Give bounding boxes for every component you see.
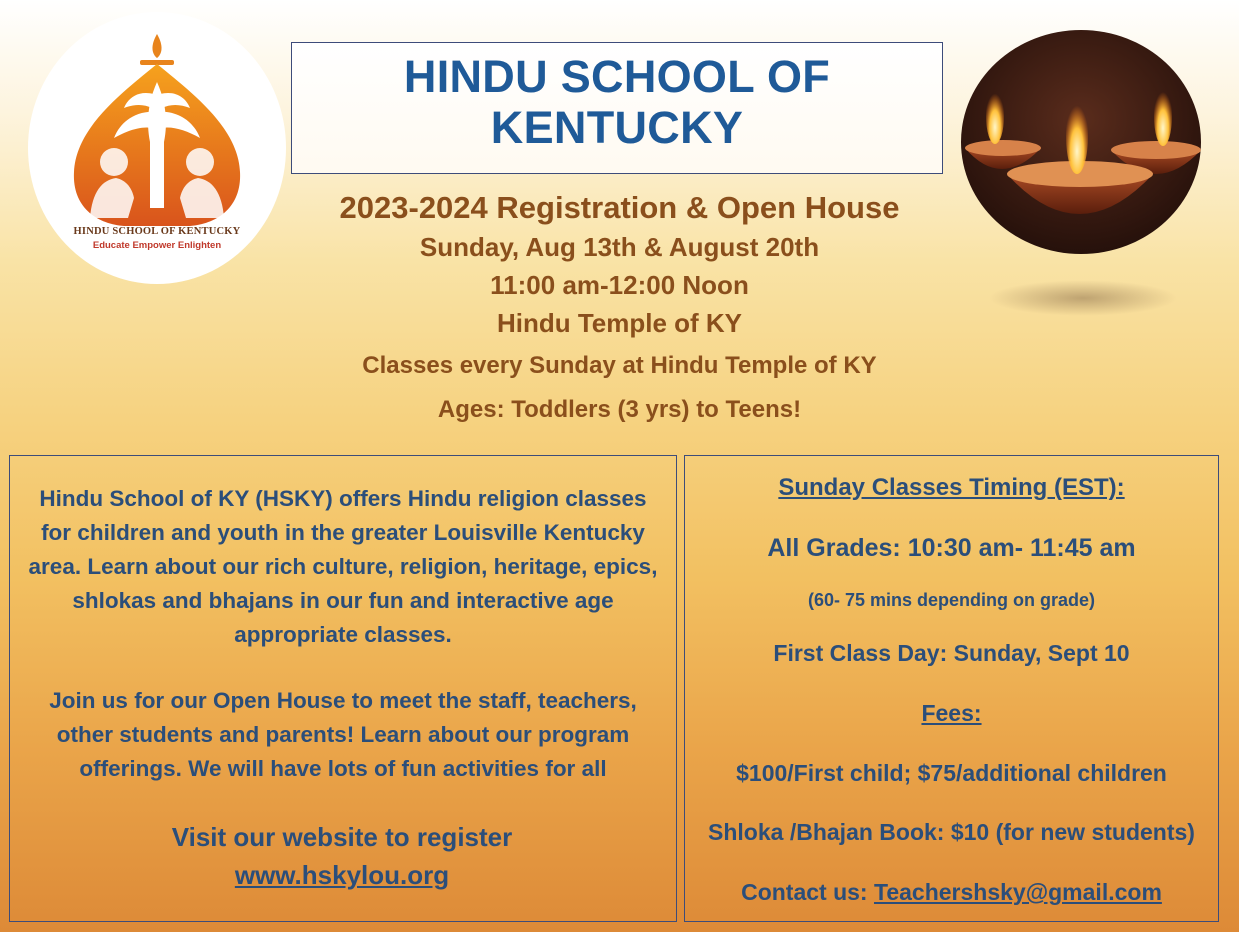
about-line: shlokas and bhajans in our fun and interactive age <box>72 588 614 613</box>
classes-info: Classes every Sunday at Hindu Temple of KY <box>362 352 877 379</box>
open-house-line: offerings. We will have lots of fun activities for all <box>79 756 607 781</box>
first-class-day: First Class Day: Sunday, Sept 10 <box>773 640 1130 666</box>
logo-school-name: HINDU SCHOOL OF KENTUCKY <box>73 226 241 237</box>
about-line: area. Learn about our rich culture, religion, heritage, epics, <box>28 554 658 579</box>
website-link[interactable]: www.hskylou.org <box>234 860 450 890</box>
open-house-line: Join us for our Open House to meet the staff, teachers, <box>49 688 637 713</box>
page-title-line-1: HINDU SCHOOL OF <box>403 51 831 102</box>
fees-heading: Fees: <box>921 700 982 726</box>
timing-box <box>684 455 1219 922</box>
ages-info: Ages: Toddlers (3 yrs) to Teens! <box>437 396 802 423</box>
about-line: Hindu School of KY (HSKY) offers Hindu religion classes <box>39 486 647 511</box>
logo-tagline: Educate Empower Enlighten <box>92 240 222 251</box>
duration-note: (60- 75 mins depending on grade) <box>807 590 1096 610</box>
open-house-line: other students and parents! Learn about our program <box>56 722 630 747</box>
contact-email-link[interactable]: Teachershsky@gmail.com <box>873 879 1162 905</box>
timing-heading: Sunday Classes Timing (EST): <box>778 474 1125 501</box>
title-box <box>291 42 943 174</box>
contact-line <box>685 879 1218 906</box>
event-dates: Sunday, Aug 13th & August 20th <box>419 232 820 262</box>
fee-children: $100/First child; $75/additional children <box>736 760 1167 786</box>
about-line: for children and youth in the greater Louisville Kentucky <box>41 520 645 545</box>
event-heading: 2023-2024 Registration & Open House <box>339 190 900 225</box>
page-title-line-2: KENTUCKY <box>490 102 744 154</box>
open-house-paragraph <box>10 684 676 786</box>
about-box <box>9 455 677 922</box>
about-paragraph <box>10 482 676 652</box>
event-venue: Hindu Temple of KY <box>496 308 743 338</box>
all-grades-time: All Grades: 10:30 am- 11:45 am <box>767 534 1136 562</box>
register-text: Visit our website to register <box>171 822 513 852</box>
event-time: 11:00 am-12:00 Noon <box>490 270 749 300</box>
about-line: appropriate classes. <box>234 622 452 647</box>
contact-label: Contact us: <box>741 879 874 905</box>
fee-book: Shloka /Bhajan Book: $10 (for new students) <box>708 819 1195 845</box>
